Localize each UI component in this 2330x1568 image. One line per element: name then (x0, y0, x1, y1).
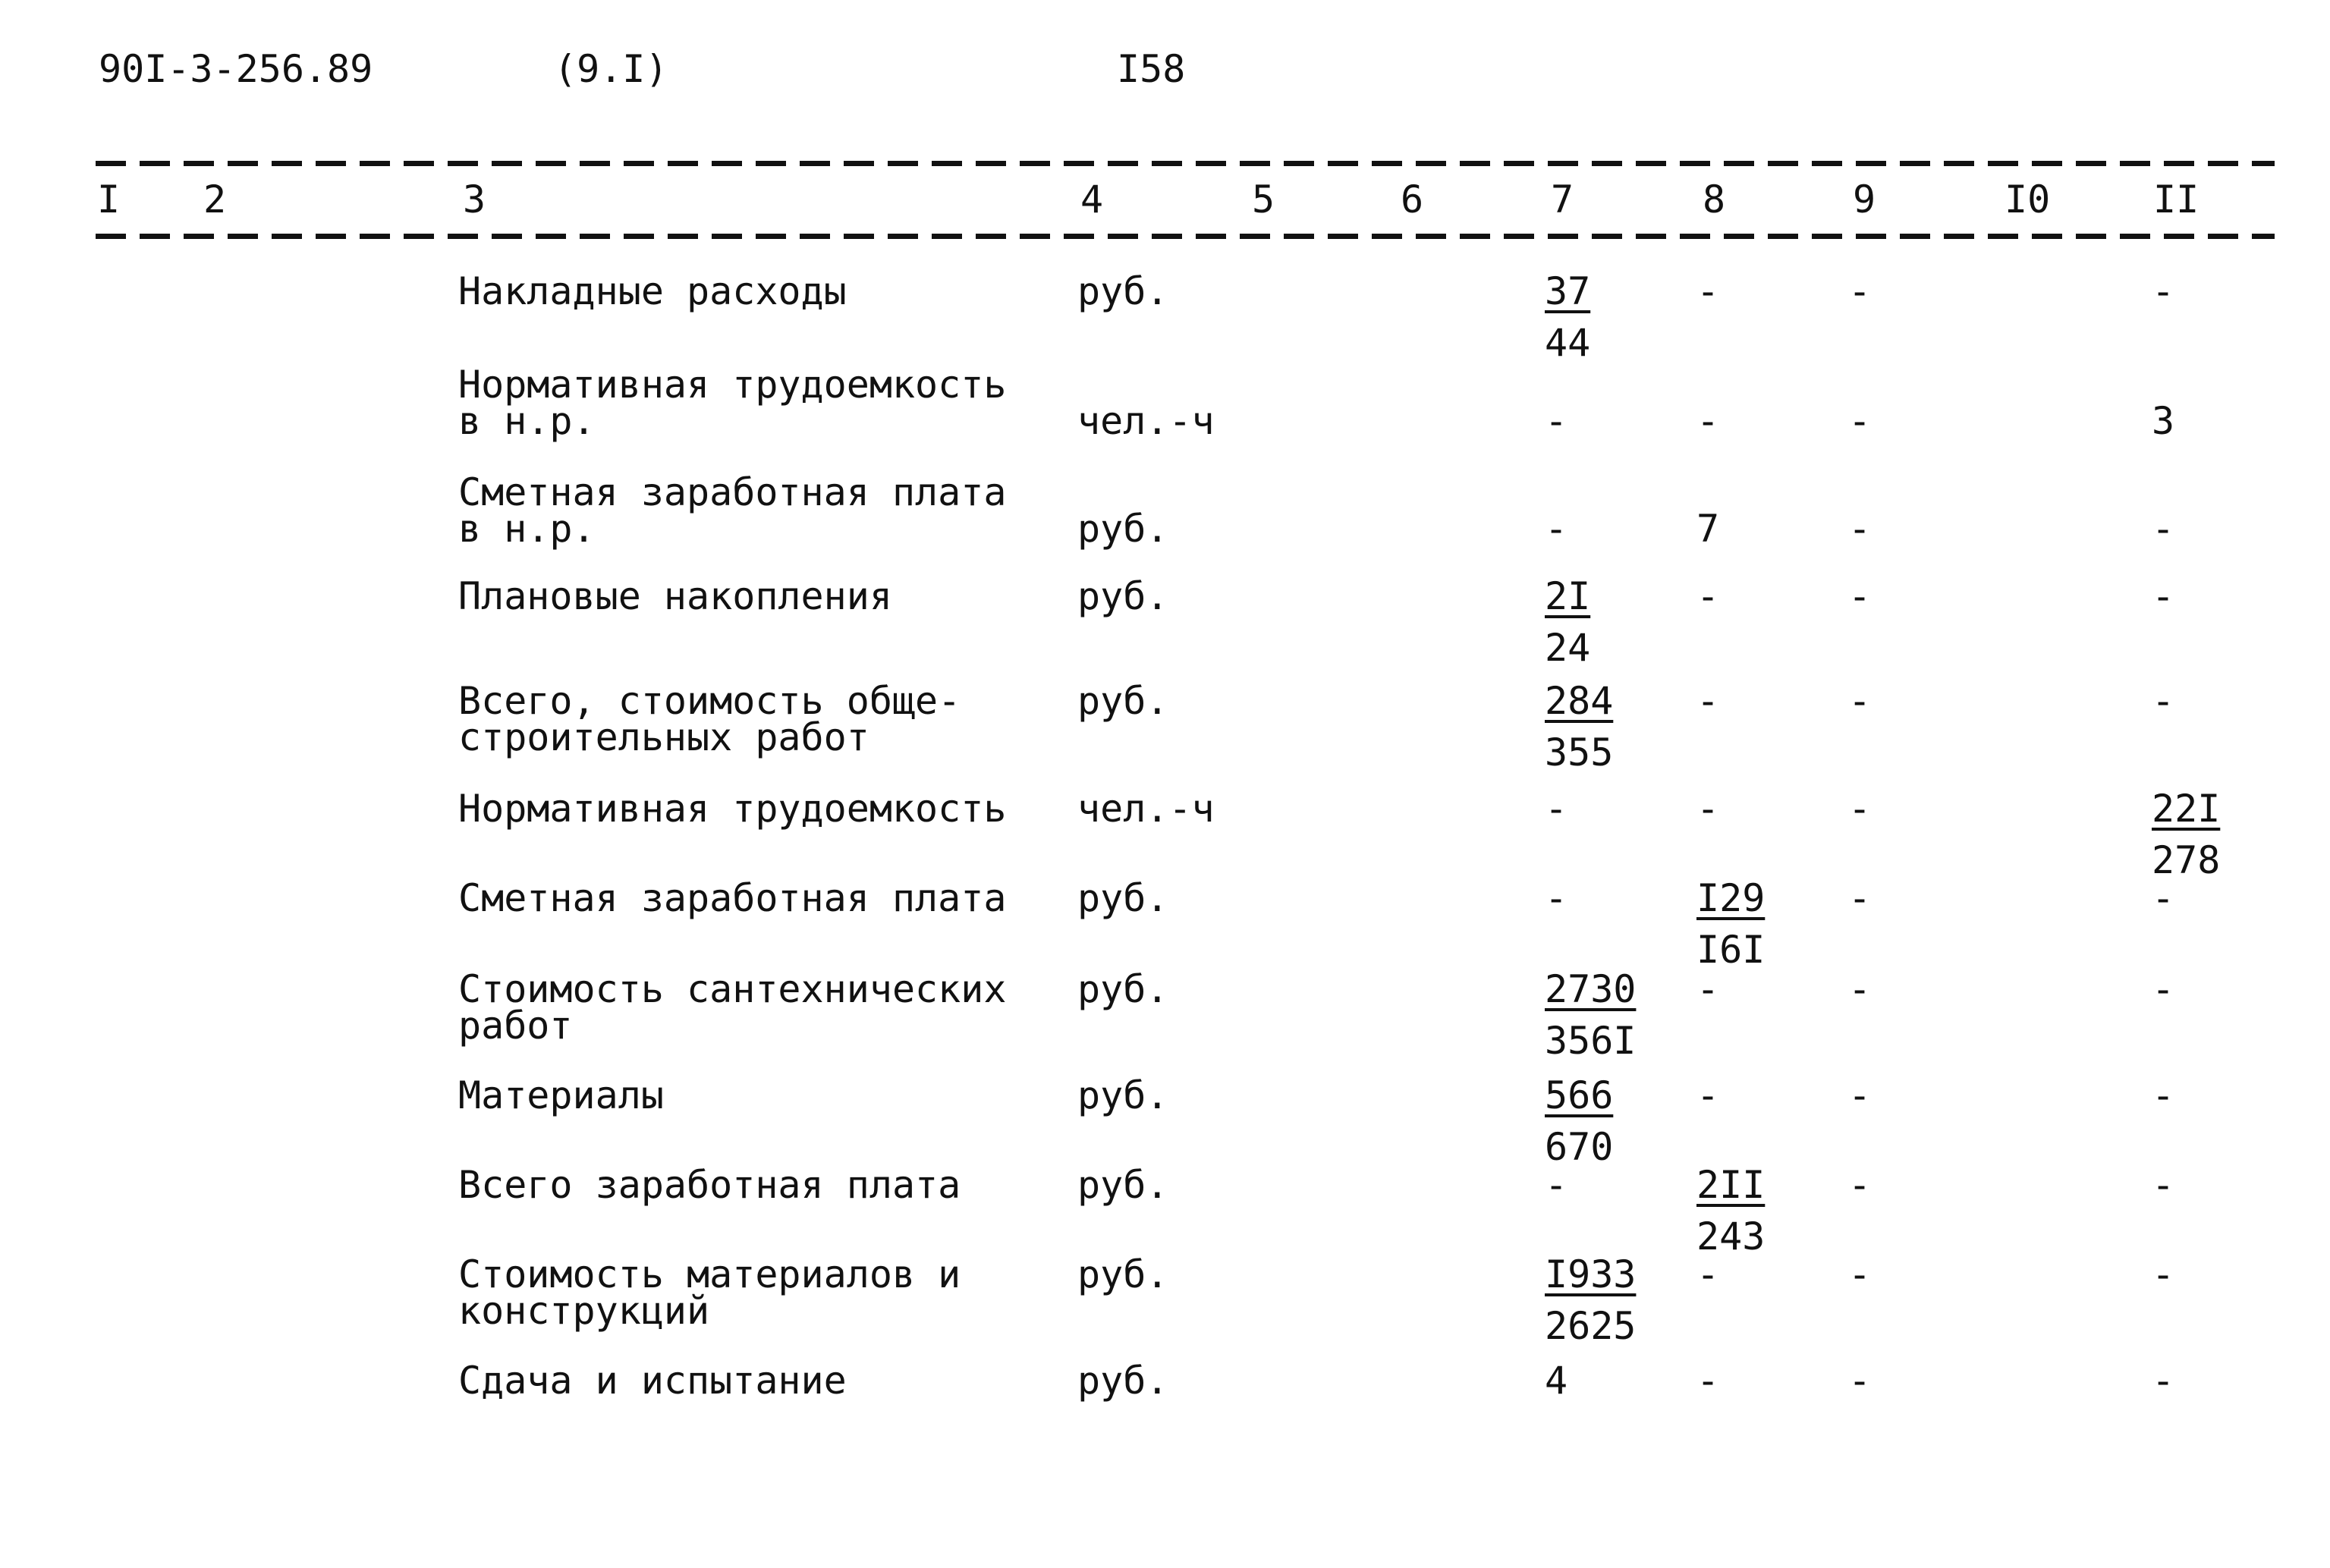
value: - (1848, 269, 1872, 313)
value: - (1696, 269, 1720, 313)
row-label (458, 1359, 847, 1403)
value: - (1848, 1163, 1872, 1207)
column-number: 7 (1551, 178, 1574, 222)
value: 3 (2152, 399, 2175, 443)
row-label-line: Нормативная трудоемкость (458, 363, 1007, 407)
row-label-line: Сметная заработная плата (458, 470, 1007, 514)
row-label-line: конструкций (458, 1289, 710, 1333)
value-denominator: 2625 (1545, 1304, 1637, 1348)
value: - (1696, 679, 1720, 723)
cell-c9 (1848, 399, 1872, 443)
row-label-line: Сметная заработная плата (458, 876, 1007, 920)
value: - (1848, 1252, 1872, 1296)
column-number: 4 (1080, 178, 1104, 222)
cell-c7 (1545, 1163, 1568, 1207)
row-label-line: Накладные расходы (458, 269, 847, 313)
cell-c8 (1696, 967, 1720, 1011)
value: - (1696, 1252, 1720, 1296)
value-denominator: I6I (1696, 928, 1766, 972)
value: - (1696, 1073, 1720, 1117)
row-label-line: Сдача и испытание (458, 1359, 847, 1403)
cell-c7 (1545, 1359, 1568, 1403)
cell-c8 (1696, 507, 1720, 551)
cell-c9 (1848, 1073, 1872, 1117)
value: - (1545, 507, 1568, 551)
value: - (1848, 679, 1872, 723)
cell-c8 (1696, 574, 1720, 618)
row-label (458, 269, 847, 313)
value: - (2152, 1073, 2175, 1117)
row-unit: руб. (1077, 1252, 1169, 1296)
row-label-line: в н.р. (458, 399, 596, 443)
section-number: (9.I) (554, 47, 668, 91)
cell-c9 (1848, 1359, 1872, 1403)
cell-c8 (1696, 1359, 1720, 1403)
row-label (458, 1252, 961, 1333)
value-numerator: 2730 (1545, 967, 1637, 1011)
row-label-line: работ (458, 1004, 573, 1048)
row-label-line: Стоимость материалов и (458, 1252, 961, 1296)
cell-c8 (1696, 1252, 1720, 1296)
value: - (1545, 1163, 1568, 1207)
value: 4 (1545, 1359, 1568, 1403)
row-label (458, 679, 961, 759)
cell-c8 (1696, 876, 1766, 972)
value: - (2152, 574, 2175, 618)
value: - (1848, 507, 1872, 551)
cell-c9 (1848, 574, 1872, 618)
cell-c9 (1848, 1163, 1872, 1207)
cell-c9 (1848, 876, 1872, 920)
cell-c7 (1545, 269, 1591, 365)
row-label-line: Материалы (458, 1073, 664, 1117)
row-label-line: в н.р. (458, 507, 596, 551)
value-denominator: 356I (1545, 1019, 1637, 1063)
cell-c8 (1696, 679, 1720, 723)
row-label-line: Стоимость сантехнических (458, 967, 1007, 1011)
value: - (2152, 876, 2175, 920)
row-label (458, 574, 892, 618)
row-label-line: Плановые накопления (458, 574, 892, 618)
table-header-rule (96, 234, 2275, 239)
column-number: 8 (1703, 178, 1726, 222)
cell-c11 (2152, 1252, 2175, 1296)
value: - (1848, 574, 1872, 618)
cell-c9 (1848, 967, 1872, 1011)
value: - (1848, 1073, 1872, 1117)
value: - (1696, 399, 1720, 443)
value: - (2152, 679, 2175, 723)
value: - (1848, 876, 1872, 920)
row-unit: руб. (1077, 1163, 1169, 1207)
value: - (1545, 876, 1568, 920)
value: - (2152, 1359, 2175, 1403)
cell-c7 (1545, 876, 1568, 920)
row-label (458, 470, 1007, 551)
value: - (1696, 787, 1720, 831)
cell-c11 (2152, 507, 2175, 551)
cell-c9 (1848, 787, 1872, 831)
cell-c9 (1848, 507, 1872, 551)
cell-c7 (1545, 679, 1614, 775)
cell-c9 (1848, 1252, 1872, 1296)
page-number: I58 (1117, 47, 1186, 91)
cell-c11 (2152, 1073, 2175, 1117)
row-label-line: строительных работ (458, 715, 869, 759)
cell-c8 (1696, 1163, 1766, 1258)
row-label-line: Всего заработная плата (458, 1163, 961, 1207)
value-denominator: 44 (1545, 321, 1591, 365)
value-numerator: 284 (1545, 679, 1614, 723)
cell-c7 (1545, 967, 1637, 1063)
row-label-line: Нормативная трудоемкость (458, 787, 1007, 831)
column-number: 9 (1853, 178, 1876, 222)
cell-c8 (1696, 787, 1720, 831)
cell-c11 (2152, 876, 2175, 920)
column-number: 6 (1401, 178, 1424, 222)
value: - (1696, 574, 1720, 618)
cell-c11 (2152, 269, 2175, 313)
cell-c7 (1545, 1073, 1614, 1169)
cell-c9 (1848, 679, 1872, 723)
value: - (1848, 967, 1872, 1011)
row-unit: руб. (1077, 507, 1169, 551)
value-numerator: 22I (2152, 787, 2221, 831)
value: - (1696, 967, 1720, 1011)
row-unit: руб. (1077, 574, 1169, 618)
column-number: 5 (1252, 178, 1275, 222)
value: - (2152, 1163, 2175, 1207)
value: - (2152, 269, 2175, 313)
cell-c8 (1696, 399, 1720, 443)
column-number: I (97, 178, 121, 222)
row-label (458, 787, 1007, 831)
value: 7 (1696, 507, 1720, 551)
column-number: I0 (2005, 178, 2051, 222)
value-denominator: 670 (1545, 1125, 1614, 1169)
value: - (2152, 1252, 2175, 1296)
column-number: 2 (203, 178, 227, 222)
cell-c11 (2152, 1163, 2175, 1207)
row-label (458, 1073, 664, 1117)
value: - (2152, 967, 2175, 1011)
value-numerator: 2I (1545, 574, 1591, 618)
value-numerator: I933 (1545, 1252, 1637, 1296)
row-unit: руб. (1077, 679, 1169, 723)
cell-c11 (2152, 967, 2175, 1011)
row-unit: руб. (1077, 1073, 1169, 1117)
cell-c7 (1545, 574, 1591, 670)
value: - (1696, 1359, 1720, 1403)
cell-c7 (1545, 787, 1568, 831)
value: - (1848, 1359, 1872, 1403)
value-numerator: I29 (1696, 876, 1766, 920)
column-number: II (2153, 178, 2200, 222)
row-unit: руб. (1077, 1359, 1169, 1403)
cell-c7 (1545, 1252, 1637, 1348)
row-unit: руб. (1077, 967, 1169, 1011)
cell-c11 (2152, 1359, 2175, 1403)
table-top-rule (96, 161, 2275, 166)
cell-c7 (1545, 507, 1568, 551)
cell-c11 (2152, 679, 2175, 723)
row-unit: руб. (1077, 876, 1169, 920)
row-unit: руб. (1077, 269, 1169, 313)
column-number: 3 (463, 178, 486, 222)
cell-c8 (1696, 269, 1720, 313)
row-label (458, 876, 1007, 920)
value-denominator: 243 (1696, 1214, 1766, 1258)
value-denominator: 355 (1545, 731, 1614, 775)
value-numerator: 37 (1545, 269, 1591, 313)
value-denominator: 24 (1545, 626, 1591, 670)
row-unit: чел.-ч (1077, 399, 1215, 443)
value: - (1848, 399, 1872, 443)
row-label (458, 967, 1007, 1048)
value-numerator: 566 (1545, 1073, 1614, 1117)
row-label (458, 1163, 961, 1207)
value-numerator: 2II (1696, 1163, 1766, 1207)
cell-c8 (1696, 1073, 1720, 1117)
cell-c11 (2152, 787, 2221, 882)
value: - (2152, 507, 2175, 551)
cell-c7 (1545, 399, 1568, 443)
cell-c11 (2152, 399, 2175, 443)
row-label (458, 363, 1007, 443)
row-unit: чел.-ч (1077, 787, 1215, 831)
cell-c9 (1848, 269, 1872, 313)
value: - (1545, 399, 1568, 443)
document-code: 90I-3-256.89 (99, 47, 373, 91)
value: - (1545, 787, 1568, 831)
cell-c11 (2152, 574, 2175, 618)
row-label-line: Всего, стоимость обще- (458, 679, 961, 723)
value: - (1848, 787, 1872, 831)
value-denominator: 278 (2152, 838, 2221, 882)
